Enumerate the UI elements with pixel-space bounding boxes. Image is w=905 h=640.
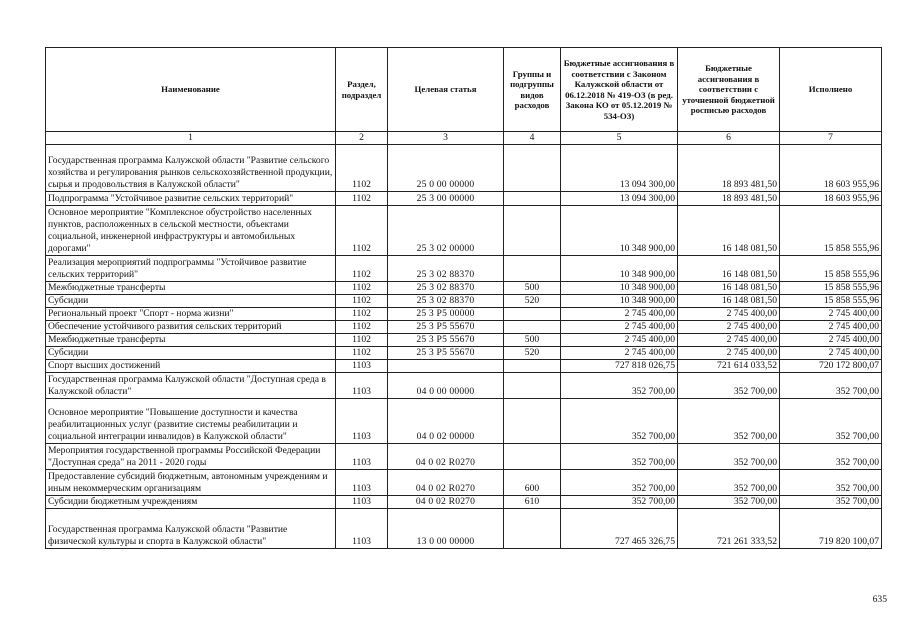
row-target-article-cell — [388, 145, 504, 192]
row-refined-budget: 721 261 333,52 — [678, 509, 780, 549]
column-number-row — [46, 132, 882, 145]
row-law-budget: 2 745 400,00 — [561, 347, 678, 360]
row-law-budget: 352 700,00 — [561, 373, 678, 399]
row-target-article: 04 0 02 R0270 — [415, 457, 476, 468]
row-section: 1103 — [336, 360, 388, 373]
row-target-article: 25 3 P5 55670 — [416, 347, 475, 358]
row-name: Обеспечение устойчивого развития сельских территорий — [46, 321, 336, 334]
row-law-budget: 10 348 900,00 — [561, 256, 678, 282]
row-expense-group — [504, 509, 561, 549]
header-name: Наименование — [46, 48, 336, 132]
header-section: Раздел, подраздел — [336, 48, 388, 132]
row-target-article-cell — [388, 308, 504, 321]
row-expense-group — [504, 399, 561, 444]
row-expense-group — [504, 145, 561, 192]
row-executed: 720 172 800,07 — [780, 360, 882, 373]
row-name: Предоставление субсидий бюджетным, автономным учреждениям и иным некоммерческим организациям — [46, 470, 336, 496]
row-expense-group: 520 — [504, 295, 561, 308]
row-target-article: 25 3 02 88370 — [416, 295, 475, 306]
row-expense-group — [504, 373, 561, 399]
row-section: 1103 — [336, 470, 388, 496]
row-target-article: 25 3 02 88370 — [416, 269, 475, 280]
row-law-budget: 2 745 400,00 — [561, 308, 678, 321]
row-target-article-cell — [388, 192, 504, 206]
table-row — [46, 334, 882, 347]
column-number: 6 — [678, 132, 780, 145]
row-name: Реализация мероприятий подпрограммы "Устойчивое развитие сельских территорий" — [46, 256, 336, 282]
row-refined-budget: 352 700,00 — [678, 496, 780, 509]
row-executed: 352 700,00 — [780, 470, 882, 496]
row-law-budget: 10 348 900,00 — [561, 206, 678, 256]
row-section: 1102 — [336, 145, 388, 192]
row-executed: 15 858 555,96 — [780, 206, 882, 256]
budget-execution-table — [45, 47, 882, 549]
row-section: 1103 — [336, 444, 388, 470]
table-row — [46, 256, 882, 282]
table-row — [46, 145, 882, 192]
row-name: Мероприятия государственной программы Российской Федерации "Доступная среда" на 2011 - 2020 годы — [46, 444, 336, 470]
row-name: Межбюджетные трансферты — [46, 282, 336, 295]
row-law-budget: 10 348 900,00 — [561, 295, 678, 308]
row-section: 1102 — [336, 295, 388, 308]
row-section: 1103 — [336, 496, 388, 509]
row-law-budget: 352 700,00 — [561, 399, 678, 444]
row-section: 1102 — [336, 347, 388, 360]
row-name: Региональный проект "Спорт - норма жизни" — [46, 308, 336, 321]
header-row — [46, 48, 882, 132]
row-section: 1103 — [336, 399, 388, 444]
row-refined-budget: 2 745 400,00 — [678, 321, 780, 334]
row-executed: 2 745 400,00 — [780, 334, 882, 347]
row-expense-group — [504, 206, 561, 256]
row-expense-group — [504, 321, 561, 334]
row-refined-budget: 16 148 081,50 — [678, 256, 780, 282]
row-law-budget: 352 700,00 — [561, 496, 678, 509]
row-law-budget: 2 745 400,00 — [561, 334, 678, 347]
row-law-budget: 727 818 026,75 — [561, 360, 678, 373]
row-section: 1102 — [336, 206, 388, 256]
row-expense-group: 610 — [504, 496, 561, 509]
row-executed: 352 700,00 — [780, 496, 882, 509]
row-section: 1102 — [336, 256, 388, 282]
row-name: Субсидии — [46, 295, 336, 308]
table-row — [46, 373, 882, 399]
row-name: Основное мероприятие "Комплексное обустройство населенных пунктов, расположенных в сельской местности, объектами социальной, инженерной инфраструктуры и автомобильных дорогами" — [46, 206, 336, 256]
row-target-article: 25 3 02 00000 — [416, 243, 475, 254]
table-row — [46, 282, 882, 295]
table-row — [46, 496, 882, 509]
column-number: 4 — [504, 132, 561, 145]
row-refined-budget: 16 148 081,50 — [678, 295, 780, 308]
row-section: 1103 — [336, 509, 388, 549]
row-law-budget: 13 094 300,00 — [561, 145, 678, 192]
row-executed: 352 700,00 — [780, 373, 882, 399]
row-executed: 352 700,00 — [780, 399, 882, 444]
row-executed: 2 745 400,00 — [780, 347, 882, 360]
row-expense-group: 500 — [504, 282, 561, 295]
row-section: 1102 — [336, 282, 388, 295]
header-target-article: Целевая статья — [388, 48, 504, 132]
row-refined-budget: 16 148 081,50 — [678, 282, 780, 295]
row-name: Государственная программа Калужской области "Развитие сельского хозяйства и регулирования рынков сельскохозяйственной продукции, сырья и продовольствия в Калужской области" — [46, 145, 336, 192]
row-expense-group — [504, 360, 561, 373]
row-section: 1102 — [336, 334, 388, 347]
row-name: Спорт высших достижений — [46, 360, 336, 373]
table-body — [46, 145, 882, 549]
row-executed: 352 700,00 — [780, 444, 882, 470]
table-row — [46, 470, 882, 496]
row-executed: 2 745 400,00 — [780, 308, 882, 321]
row-target-article-cell — [388, 444, 504, 470]
row-section: 1102 — [336, 308, 388, 321]
row-section: 1102 — [336, 192, 388, 206]
row-refined-budget: 16 148 081,50 — [678, 206, 780, 256]
row-law-budget: 352 700,00 — [561, 470, 678, 496]
row-executed: 18 603 955,96 — [780, 145, 882, 192]
row-expense-group: 520 — [504, 347, 561, 360]
row-refined-budget: 721 614 033,52 — [678, 360, 780, 373]
row-target-article-cell — [388, 496, 504, 509]
table-row — [46, 295, 882, 308]
row-name: Субсидии — [46, 347, 336, 360]
row-name: Межбюджетные трансферты — [46, 334, 336, 347]
row-target-article: 04 0 02 R0270 — [415, 483, 476, 494]
row-target-article: 25 3 P5 00000 — [416, 308, 475, 319]
row-target-article-cell — [388, 206, 504, 256]
row-law-budget: 727 465 326,75 — [561, 509, 678, 549]
row-target-article: 04 0 00 00000 — [416, 386, 475, 397]
table-row — [46, 360, 882, 373]
row-section: 1102 — [336, 321, 388, 334]
row-refined-budget: 2 745 400,00 — [678, 347, 780, 360]
row-target-article-cell — [388, 399, 504, 444]
column-number: 1 — [46, 132, 336, 145]
row-target-article-cell — [388, 347, 504, 360]
row-refined-budget: 2 745 400,00 — [678, 308, 780, 321]
row-name: Государственная программа Калужской области "Доступная среда в Калужской области" — [46, 373, 336, 399]
row-refined-budget: 352 700,00 — [678, 373, 780, 399]
row-target-article: 25 3 P5 55670 — [416, 321, 475, 332]
row-executed: 719 820 100,07 — [780, 509, 882, 549]
row-expense-group — [504, 444, 561, 470]
row-executed: 15 858 555,96 — [780, 282, 882, 295]
header-expense-group: Группы и подгруппы видов расходов — [504, 48, 561, 132]
row-target-article-cell — [388, 334, 504, 347]
row-law-budget: 13 094 300,00 — [561, 192, 678, 206]
row-law-budget: 10 348 900,00 — [561, 282, 678, 295]
row-target-article-cell — [388, 509, 504, 549]
column-number: 3 — [388, 132, 504, 145]
row-target-article-cell — [388, 360, 504, 373]
row-law-budget: 2 745 400,00 — [561, 321, 678, 334]
table-row — [46, 444, 882, 470]
row-target-article: 25 3 P5 55670 — [416, 334, 475, 345]
row-target-article: 25 0 00 00000 — [416, 179, 475, 190]
table-row — [46, 206, 882, 256]
row-target-article-cell — [388, 321, 504, 334]
row-target-article-cell — [388, 295, 504, 308]
column-number: 2 — [336, 132, 388, 145]
row-expense-group: 500 — [504, 334, 561, 347]
row-target-article: 13 0 00 00000 — [416, 536, 475, 547]
row-target-article-cell — [388, 256, 504, 282]
row-target-article: 25 3 00 00000 — [416, 193, 475, 204]
row-expense-group — [504, 192, 561, 206]
table-row — [46, 509, 882, 549]
table-row — [46, 192, 882, 206]
row-section: 1103 — [336, 373, 388, 399]
page-number: 635 — [872, 594, 887, 605]
row-refined-budget: 2 745 400,00 — [678, 334, 780, 347]
row-refined-budget: 18 893 481,50 — [678, 192, 780, 206]
row-target-article-cell — [388, 282, 504, 295]
header-executed: Исполнено — [780, 48, 882, 132]
row-target-article: 25 3 02 88370 — [416, 282, 475, 293]
row-refined-budget: 18 893 481,50 — [678, 145, 780, 192]
row-target-article-cell — [388, 373, 504, 399]
table-row — [46, 321, 882, 334]
row-executed: 15 858 555,96 — [780, 256, 882, 282]
row-target-article: 04 0 02 00000 — [416, 431, 475, 442]
row-expense-group — [504, 308, 561, 321]
row-expense-group: 600 — [504, 470, 561, 496]
row-name: Государственная программа Калужской области "Развитие физической культуры и спорта в Калужской области" — [46, 509, 336, 549]
row-refined-budget: 352 700,00 — [678, 444, 780, 470]
row-law-budget: 352 700,00 — [561, 444, 678, 470]
row-executed: 2 745 400,00 — [780, 321, 882, 334]
row-refined-budget: 352 700,00 — [678, 470, 780, 496]
table-row — [46, 347, 882, 360]
table-row — [46, 399, 882, 444]
row-target-article: 04 0 02 R0270 — [415, 496, 476, 507]
row-name: Подпрограмма "Устойчивое развитие сельских территорий" — [46, 192, 336, 206]
row-executed: 18 603 955,96 — [780, 192, 882, 206]
row-executed: 15 858 555,96 — [780, 295, 882, 308]
table-row — [46, 308, 882, 321]
row-name: Субсидии бюджетным учреждениям — [46, 496, 336, 509]
row-target-article-cell — [388, 470, 504, 496]
header-law-budget: Бюджетные ассигнования в соответствии с Законом Калужской области от 06.12.2018 № 419-ОЗ (в ред. Закона КО от 05.12.2019 № 534-ОЗ) — [561, 48, 678, 132]
row-name: Основное мероприятие "Повышение доступности и качества реабилитационных услуг (развитие системы реабилитации и социальной интеграции инвалидов) в Калужской области" — [46, 399, 336, 444]
header-refined-budget: Бюджетные ассигнования в соответствии с уточненной бюджетной росписью расходов — [678, 48, 780, 132]
column-number: 5 — [561, 132, 678, 145]
column-number: 7 — [780, 132, 882, 145]
row-expense-group — [504, 256, 561, 282]
row-refined-budget: 352 700,00 — [678, 399, 780, 444]
